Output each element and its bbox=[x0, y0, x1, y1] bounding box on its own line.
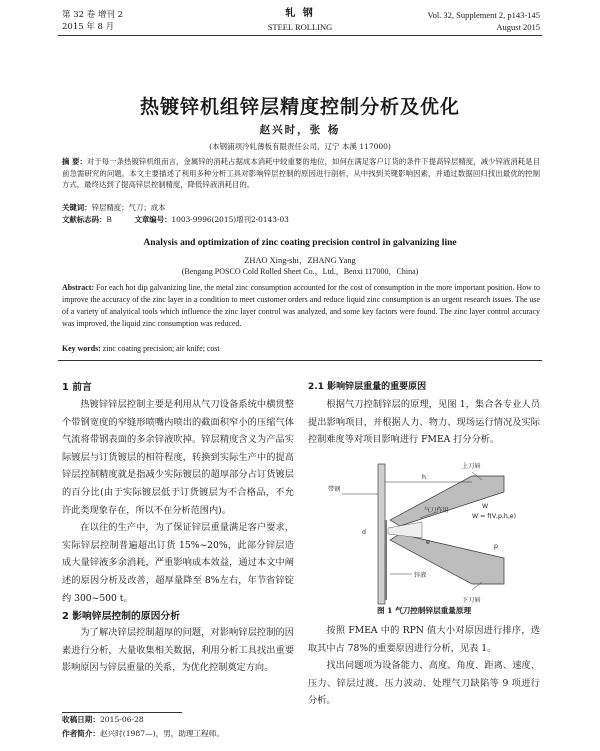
footnote-rule bbox=[62, 712, 182, 713]
abstract-cn-text: 对于每一条热镀锌机组而言，金属锌的消耗占据成本消耗中较重要的地位，如何在满足客户订货的条件下提高锌层精度，减少锌液消耗是目前急需研究的问题。本文主要描述了利用多种分析工具对影响锌层控制的原因进行剖析，从中找到关键影响因素，并通过数据回归找出最优的控制方式，最终达到了提高锌层控制精度，降低锌液消耗目的。 bbox=[62, 157, 540, 190]
abstract-cn-label: 摘 要： bbox=[62, 157, 87, 166]
lower-knife-shape bbox=[390, 534, 504, 584]
label-W: W bbox=[482, 503, 489, 510]
author-bio: 赵兴时(1987—)，男，助理工程师。 bbox=[99, 729, 224, 738]
keywords-cn bbox=[62, 202, 540, 214]
abstract-en bbox=[62, 282, 540, 330]
section1-paragraph2: 在以往的生产中，为了保证锌层重量满足客户要求，实际锌层控制普遍超出订货 15%~20%，此部分锌层造成大量锌液多余消耗，严重影响成本效益，通过本文中阐述的原因分析及改善，超厚量降至 8%左右，年节省锌锭约 300~500 t。 bbox=[62, 522, 294, 604]
label-formula: W = f(V,p,h,e) bbox=[472, 513, 517, 520]
received-label: 收稿日期： bbox=[62, 715, 100, 724]
keywords-cn-label: 关键词： bbox=[62, 203, 92, 212]
class-value: B bbox=[106, 215, 112, 224]
section1-body bbox=[62, 396, 294, 607]
section21-paragraph3: 找出问题项为设备能力、高度、角度、距离、速度、压力、锌层过渡、压力波动、处理气刀缺陷等 9 项进行分析。 bbox=[308, 660, 540, 707]
section21-paragraph2: 按照 FMEA 中的 RPN 值大小对原因进行排序，选取其中占 78%的重要原因进行分析，见表 1。 bbox=[308, 625, 540, 654]
label-zinc-liquid: 锌液 bbox=[414, 572, 427, 579]
article-label: 文章编号： bbox=[134, 215, 172, 224]
header-date: 2015 年 8 月 bbox=[62, 22, 115, 32]
footnote-received bbox=[62, 714, 144, 725]
label-e: e bbox=[426, 539, 430, 546]
footnote-author bbox=[62, 728, 224, 739]
keywords-en-label: Key words: bbox=[62, 344, 101, 353]
section2-paragraph1: 为了解决锌层控制超厚的问题，对影响锌层控制的因素进行分析，大量收集相关数据，利用分析工具找出重要影响原因与锌层重量的关系，为优化控制奠定方向。 bbox=[62, 627, 294, 674]
abstract-rule bbox=[58, 360, 542, 361]
section21-body-top bbox=[308, 396, 540, 449]
label-h: h bbox=[422, 474, 426, 481]
doc-codes bbox=[62, 214, 540, 226]
section1-heading: 1 前言 bbox=[62, 382, 92, 393]
keywords-en-text: zinc coating precision; air knife; cost bbox=[102, 344, 220, 353]
label-air-action: 气刀作用 bbox=[424, 507, 449, 514]
label-d: d bbox=[362, 529, 366, 536]
header-citation: Vol. 32, Supplement 2, p143-145 bbox=[427, 10, 540, 20]
keywords-en bbox=[62, 343, 540, 355]
author-bio-label: 作者简介： bbox=[62, 729, 100, 738]
section2-body bbox=[62, 624, 294, 677]
figure1-diagram bbox=[322, 454, 532, 606]
affiliation-en: (Bengang POSCO Cold Rolled Sheet Co.，Ltd.，Benxi 117000，China) bbox=[181, 267, 419, 276]
title-en: Analysis and optimization of zinc coating precision control in galvanizing line bbox=[143, 238, 457, 248]
article-value: 1003-9996(2015)增刊2-0143-03 bbox=[171, 215, 289, 224]
strip-shape bbox=[378, 464, 385, 604]
abstract-en-label: Abstract: bbox=[62, 283, 94, 292]
section2-heading: 2 影响锌层控制的原因分析 bbox=[62, 611, 180, 622]
class-label: 文献标志码： bbox=[62, 215, 107, 224]
affiliation-cn: (本钢浦项冷轧薄板有限责任公司，辽宁 本溪 117000) bbox=[209, 142, 391, 151]
header-journal-cn: 轧 钢 bbox=[285, 8, 315, 19]
received-date: 2015-06-28 bbox=[99, 715, 144, 724]
keywords-cn-text: 锌层精度；气刀；成本 bbox=[91, 203, 166, 212]
abstract-en-text: For each hot dip galvanizing line, the metal zinc consumption accounted for the cost of consumption in the more important position. How to improve the accuracy of the zinc layer in a condition to meet customer orders and reduce liquid zinc consumption is an urgent research issues. The use of a variety of analytical tools which influence the zinc layer control was analyzed, and some key factors were found. The zinc layer control accuracy was improved, the liquid zinc consumption was reduced. bbox=[62, 283, 540, 328]
header-volume: 第 32 卷 增刊 2 bbox=[62, 10, 124, 20]
section21-heading: 2.1 影响锌层重量的重要原因 bbox=[308, 382, 427, 392]
page-title: 热镀锌机组锌层精度控制分析及优化 bbox=[139, 96, 460, 118]
section21-body-bottom bbox=[308, 622, 540, 710]
figure1-caption: 图 1 气刀控制锌层重量原理 bbox=[376, 606, 472, 615]
label-p: p bbox=[494, 543, 498, 550]
header-month: August 2015 bbox=[496, 22, 540, 32]
authors-cn: 赵兴时，张 杨 bbox=[259, 124, 341, 136]
header-rule bbox=[58, 35, 542, 36]
section21-paragraph1: 根据气刀控制锌层的原理，见图 1，集合各专业人员提出影响项目，并根据人力、物力、现场运行情况及实际控制难度等对项目影响进行 FMEA 打分分析。 bbox=[308, 399, 540, 446]
zinc-film bbox=[385, 520, 387, 600]
authors-en: ZHAO Xing-shi，ZHANG Yang bbox=[244, 256, 356, 265]
abstract-cn bbox=[62, 156, 540, 191]
label-strip: 带钢 bbox=[328, 486, 341, 493]
label-lower-knife: 下刀唇 bbox=[462, 597, 481, 604]
label-upper-knife: 上刀唇 bbox=[462, 463, 481, 470]
header-journal-en: STEEL ROLLING bbox=[267, 22, 333, 32]
section1-paragraph1: 热镀锌锌层控制主要是利用从气刀设备系统中横贯整个带钢宽度的窄缝形喷嘴内喷出的截面积窄小的压缩气体气流将带钢表面的多余锌液吹掉。锌层精度含义为产品实际镀层与订货镀层的相符程度，转换到实际生产中的提高锌层控制精度就是指减少实际镀层的超厚部分占订货镀层的百分比(由于实际镀层低于订货镀层为不合格品，不允许此类现象存在，所以不在分析范围内)。 bbox=[62, 399, 294, 516]
